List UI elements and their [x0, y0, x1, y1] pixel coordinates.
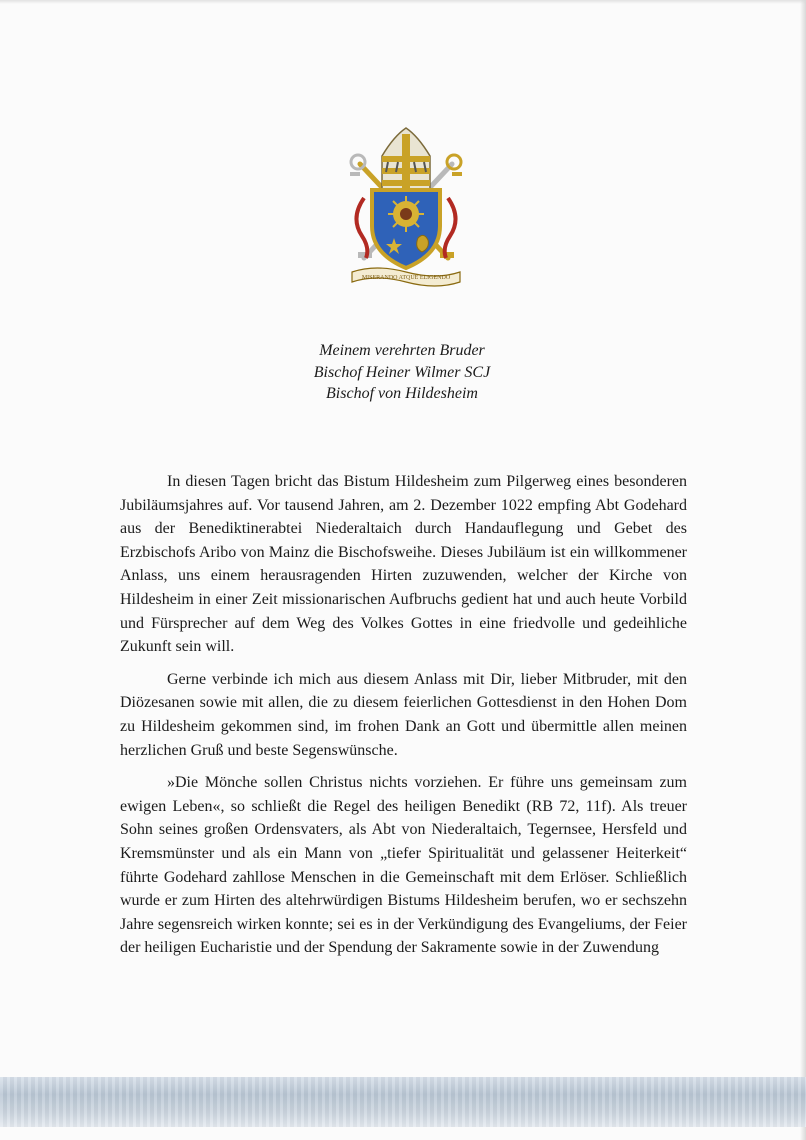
- motto-text: MISERANDO ATQUE ELIGENDO: [361, 275, 451, 281]
- paragraph-3: »Die Mönche sollen Christus nichts vorziehen. Er führe uns gemeinsam zum ewigen Leben«, so schließt die Regel des heiligen Benedikt (RB 72, 11f). Als treuer Sohn seines großen Ordensvaters, als Abt von Niederaltaich, Tegernsee, Hersfeld und Kremsmünster und als ein Mann von „tiefer Spiritualität und gelassener Heiterkeit“ führte Godehard zahllose Menschen in die Gemeinschaft mit dem Erlöser. Schließlich wurde er zum Hirten des altehrwürdigen Bistums Hildesheim berufen, wo er sechszehn Jahre segensreich wirken konnte; sei es in der Verkündigung des Evangeliums, der Feier der heiligen Eucharistie und der Spendung der Sakramente sowie in der Zuwendung: [120, 774, 687, 957]
- scan-edge-right: [800, 0, 806, 1140]
- shield-icon: [372, 190, 440, 268]
- paragraph-2: Gerne verbinde ich mich aus diesem Anlass mit Dir, lieber Mitbruder, mit den Diözesanen sowie mit allen, die zu diesem feierlichen Gottesdienst in den Hohen Dom zu Hildesheim gekommen sind, im frohen Dank an Gott und übermittle allen meinen herzlichen Gruß und beste Segenswünsche.: [120, 670, 687, 759]
- letter-body: [120, 470, 687, 969]
- scan-edge-top: [0, 0, 806, 4]
- coat-of-arms-icon: [336, 126, 476, 290]
- scan-band: [0, 1077, 806, 1127]
- salutation-line-2: Bischof Heiner Wilmer SCJ: [313, 363, 491, 381]
- motto-ribbon: [352, 268, 460, 286]
- salutation: [200, 340, 604, 405]
- salutation-line-3: Bischof von Hildesheim: [326, 385, 478, 402]
- mitre-icon: [382, 128, 430, 190]
- paragraph-1: In diesen Tagen bricht das Bistum Hildesheim zum Pilgerweg eines besonderen Jubiläumsjahres auf. Vor tausend Jahren, am 2. Dezember 1022 empfing Abt Godehard aus der Benediktinerabtei Niederaltaich durch Handauflegung und Gebet des Erzbischofs Aribo von Mainz die Bischofsweihe. Dieses Jubiläum ist ein willkommener Anlass, uns einem herausragenden Hirten zuzuwenden, welcher der Kirche von Hildesheim in einer Zeit missionarischen Aufbruchs gedient hat und auch heute Vorbild und Fürsprecher auf dem Weg des Volkes Gottes in eine friedvolle und gedeihliche Zukunft sein will.: [120, 473, 687, 656]
- salutation-line-1: Meinem verehrten Bruder: [319, 342, 485, 359]
